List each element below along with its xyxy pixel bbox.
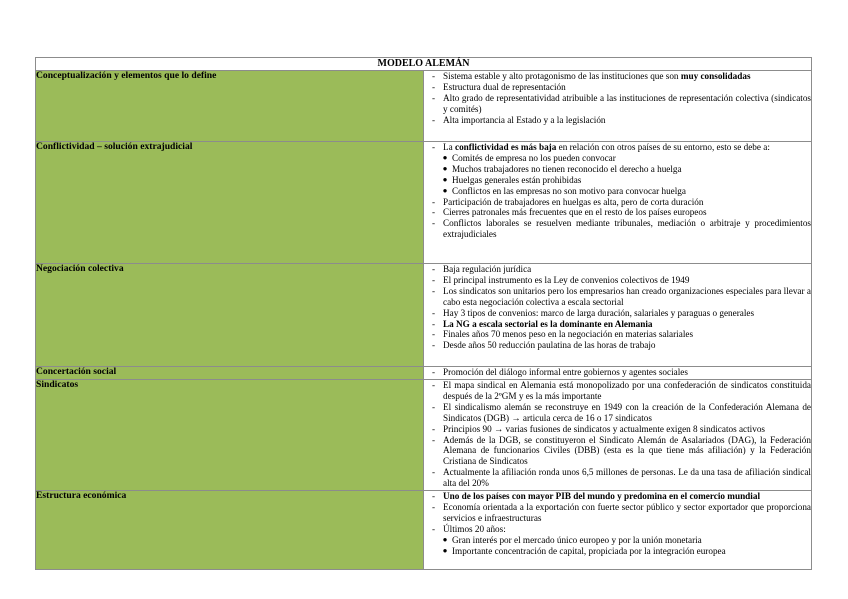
item-text — [452, 186, 811, 197]
list-item — [424, 275, 811, 286]
item-text-plain: Sistema estable y alto protagonismo de las instituciones que son — [443, 71, 681, 81]
item-text — [452, 546, 811, 557]
title-row — [36, 58, 812, 71]
bullet-icon: ● — [442, 174, 448, 184]
dash-icon: - — [431, 264, 436, 274]
dash-icon: - — [431, 380, 436, 390]
table-title: MODELO ALEMÁN — [36, 58, 812, 71]
section-label: Negociación colectiva — [36, 264, 424, 367]
item-text — [443, 82, 811, 93]
item-text-plain: Desde años 50 reducción paulatina de las horas de trabajo — [443, 340, 656, 351]
bullet-item — [424, 186, 811, 197]
item-text-plain: Comités de empresa no los pueden convocar — [452, 152, 616, 163]
item-text-plain: Importante concentración de capital, propiciada por la integración europea — [452, 545, 726, 556]
dash-icon: - — [431, 307, 436, 318]
item-text-plain: El sindicalismo alemán se reconstruye en 1949 con la creación de la Confederación Alemana de Sindicatos (DGB) → articula cerca de 16 o 17 sindicatos — [443, 401, 811, 423]
item-text-plain: Alto grado de representatividad atribuible a las instituciones de representación colectiva (sindicatos y comités) — [443, 92, 811, 114]
list-item — [424, 319, 811, 330]
item-text — [443, 340, 811, 351]
item-text-plain: Alta importancia al Estado y a la legislación — [443, 114, 606, 125]
item-text — [443, 329, 811, 340]
item-text-plain: Estructura dual de representación — [443, 81, 566, 92]
item-text — [443, 142, 811, 153]
section-label: Concertación social — [36, 367, 424, 380]
dash-icon: - — [431, 367, 436, 377]
list-item — [424, 340, 811, 351]
item-text-plain: Principios 90 → varias fusiones de sindicatos y actualmente exigen 8 sindicatos activos — [443, 423, 766, 434]
list-item — [424, 380, 811, 402]
item-text-after: en relación con otros países de su entorno, esto se debe a: — [556, 142, 770, 152]
bullet-item — [424, 164, 811, 175]
item-text — [443, 502, 811, 524]
dash-icon: - — [431, 340, 436, 351]
dash-icon: - — [431, 523, 436, 534]
list-item — [424, 402, 811, 424]
item-text — [443, 435, 811, 468]
list-item — [424, 115, 811, 126]
dash-icon: - — [431, 218, 436, 229]
list-item — [424, 329, 811, 340]
dash-icon: - — [431, 142, 436, 152]
table-body — [36, 58, 812, 570]
item-text-plain: Participación de trabajadores en huelgas es alta, pero de corta duración — [443, 196, 704, 207]
item-text-plain: El principal instrumento es la Ley de convenios colectivos de 1949 — [443, 274, 690, 285]
item-text-plain: Promoción del diálogo informal entre gobiernos y agentes sociales — [443, 367, 688, 377]
item-text — [443, 218, 811, 240]
list-item — [424, 502, 811, 524]
section-row — [36, 380, 812, 491]
bullet-icon: ● — [442, 152, 448, 162]
item-text-bold: muy consolidadas — [680, 71, 751, 81]
section-content — [424, 142, 812, 264]
item-text — [443, 467, 811, 489]
list-item — [424, 308, 811, 319]
list-item — [424, 71, 811, 82]
list-item — [424, 467, 811, 489]
dash-icon: - — [431, 423, 436, 434]
item-text-plain: Economía orientada a la exportación con fuerte sector público y sector exportador que proporciona servicios e infraestructuras — [443, 501, 811, 523]
section-label: Conflictividad – solución extrajudicial — [36, 142, 424, 264]
dash-icon: - — [431, 196, 436, 207]
item-text-plain: Huelgas generales están prohibidas — [452, 174, 582, 185]
section-row — [36, 264, 812, 367]
section-row — [36, 142, 812, 264]
dash-icon: - — [431, 285, 436, 296]
section-label: Sindicatos — [36, 380, 424, 491]
list-item — [424, 435, 811, 468]
dash-icon: - — [431, 114, 436, 125]
item-text-plain: Actualmente la afiliación ronda unos 6,5 millones de personas. Le da una tasa de afiliación sindical alta del 20% — [443, 467, 811, 489]
item-text — [443, 367, 811, 378]
item-text-plain: Baja regulación jurídica — [443, 264, 532, 274]
item-text — [443, 402, 811, 424]
bullet-item — [424, 175, 811, 186]
item-text — [443, 207, 811, 218]
item-text — [443, 275, 811, 286]
bullet-item — [424, 546, 811, 557]
section-content — [424, 264, 812, 367]
section-row — [36, 491, 812, 570]
dash-icon: - — [431, 71, 436, 81]
bullet-icon: ● — [442, 545, 448, 555]
item-text-plain: Hay 3 tipos de convenios: marco de larga duración, salariales y paraguas o generales — [443, 307, 755, 318]
list-item — [424, 197, 811, 208]
item-text-plain: Gran interés por el mercado único europeo y por la unión monetaria — [452, 534, 702, 545]
item-text-bold: Uno de los países con mayor PIB del mundo y predomina en el comercio mundial — [443, 491, 760, 502]
item-text-plain: Finales años 70 menos peso en la negociación en materias salariales — [443, 329, 694, 340]
item-text — [443, 491, 811, 502]
bullet-icon: ● — [442, 534, 448, 544]
bullet-item — [424, 153, 811, 164]
dash-icon: - — [431, 501, 436, 512]
list-item — [424, 142, 811, 153]
item-text — [443, 424, 811, 435]
dash-icon: - — [431, 274, 436, 285]
item-text — [452, 153, 811, 164]
item-text-bold: conflictividad es más baja — [455, 142, 557, 152]
section-label: Conceptualización y elementos que lo define — [36, 71, 424, 142]
dash-icon: - — [431, 92, 436, 103]
item-text — [443, 524, 811, 535]
item-text — [443, 308, 811, 319]
item-text-plain: Además de la DGB, se constituyeron el Sindicato Alemán de Asalariados (DAG), la Federación Alemana de funcionarios Civiles (DBB) (esta es la que tiene más afiliación) y la Federación Cristiana de Sindicatos — [443, 434, 811, 467]
item-text-plain: Cierres patronales más frecuentes que en el resto de los países europeos — [443, 207, 707, 218]
item-text — [443, 380, 811, 402]
section-content — [424, 380, 812, 491]
item-text — [443, 115, 811, 126]
bullet-icon: ● — [442, 185, 448, 195]
list-item — [424, 367, 811, 378]
section-content — [424, 491, 812, 570]
item-text — [443, 197, 811, 208]
item-text — [443, 93, 811, 115]
modelo-aleman-table — [35, 57, 812, 570]
dash-icon: - — [431, 81, 436, 92]
list-item — [424, 491, 811, 502]
list-item — [424, 424, 811, 435]
item-text-plain: Últimos 20 años: — [443, 523, 506, 534]
dash-icon: - — [431, 491, 436, 502]
bullet-icon: ● — [442, 163, 448, 173]
section-row — [36, 367, 812, 380]
dash-icon: - — [431, 207, 436, 218]
list-item — [424, 524, 811, 535]
list-item — [424, 93, 811, 115]
item-text-plain: Conflictos en las empresas no son motivo para convocar huelga — [452, 185, 686, 196]
list-item — [424, 207, 811, 218]
item-text — [452, 175, 811, 186]
dash-icon: - — [431, 434, 436, 445]
item-text — [452, 535, 811, 546]
dash-icon: - — [431, 401, 436, 412]
section-content — [424, 71, 812, 142]
bullet-item — [424, 535, 811, 546]
item-text — [452, 164, 811, 175]
item-text-plain: El mapa sindical en Alemania está monopolizado por una confederación de sindicatos constituida después de la 2ºGM y es la más importante — [443, 380, 811, 401]
item-text — [443, 319, 811, 330]
item-text-bold: La NG a escala sectorial es la dominante en Alemania — [443, 318, 653, 329]
list-item — [424, 286, 811, 308]
item-text-plain: Muchos trabajadores no tienen reconocido el derecho a huelga — [452, 163, 682, 174]
item-text — [443, 71, 811, 82]
section-label: Estructura económica — [36, 491, 424, 570]
section-content — [424, 367, 812, 380]
list-item — [424, 82, 811, 93]
item-text-plain: La — [443, 142, 455, 152]
dash-icon: - — [431, 318, 436, 329]
section-row — [36, 71, 812, 142]
list-item — [424, 264, 811, 275]
item-text-plain: Conflictos laborales se resuelven mediante tribunales, mediación o arbitraje y procedimientos extrajudiciales — [443, 218, 811, 240]
dash-icon: - — [431, 467, 436, 478]
item-text — [443, 286, 811, 308]
item-text-plain: Los sindicatos son unitarios pero los empresarios han creado organizaciones especiales para llevar a cabo esta negociación colectiva a escala sectorial — [443, 285, 811, 307]
dash-icon: - — [431, 329, 436, 340]
list-item — [424, 218, 811, 240]
item-text — [443, 264, 811, 275]
